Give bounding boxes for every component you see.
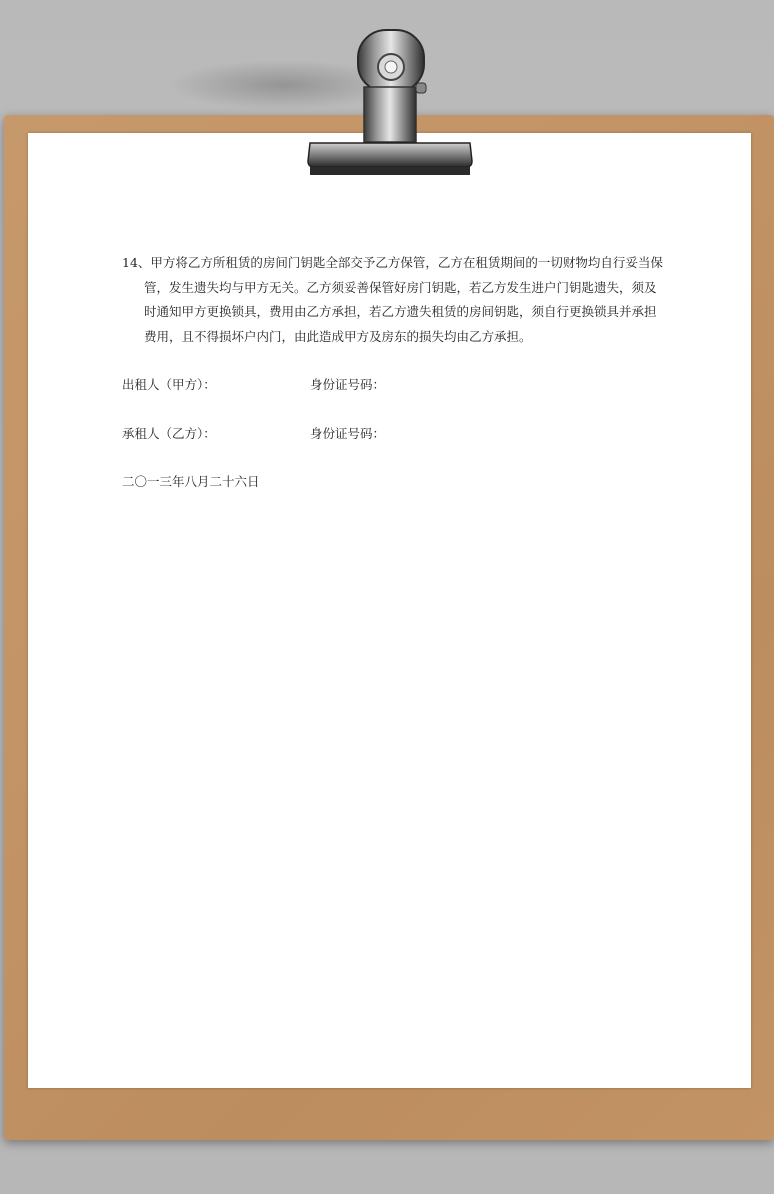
clause-line: 管，发生遗失均与甲方无关。乙方须妥善保管好房门钥匙，若乙方发生进户门钥匙遗失，须及: [144, 279, 657, 295]
lessee-id-label: 身份证号码：: [310, 426, 386, 441]
clause-line: 14、甲方将乙方所租赁的房间门钥匙全部交予乙方保管，乙方在租赁期间的一切财物均自行妥当保: [122, 255, 663, 270]
lessee-label: 承租人（乙方）：: [122, 426, 216, 441]
lessor-id-label: 身份证号码：: [310, 377, 386, 392]
clause-line: 费用，且不得损坏户内门，由此造成甲方及房东的损失均由乙方承担。: [144, 328, 532, 344]
lessor-label: 出租人（甲方）：: [122, 377, 216, 392]
clause-line: 时通知甲方更换锁具，费用由乙方承担，若乙方遗失租赁的房间钥匙，须自行更换锁具并承担: [144, 304, 657, 319]
binder-clip-icon: [300, 25, 480, 180]
contract-date: 二〇一三年八月二十六日: [122, 474, 260, 489]
contract-clause-14: [122, 251, 682, 349]
